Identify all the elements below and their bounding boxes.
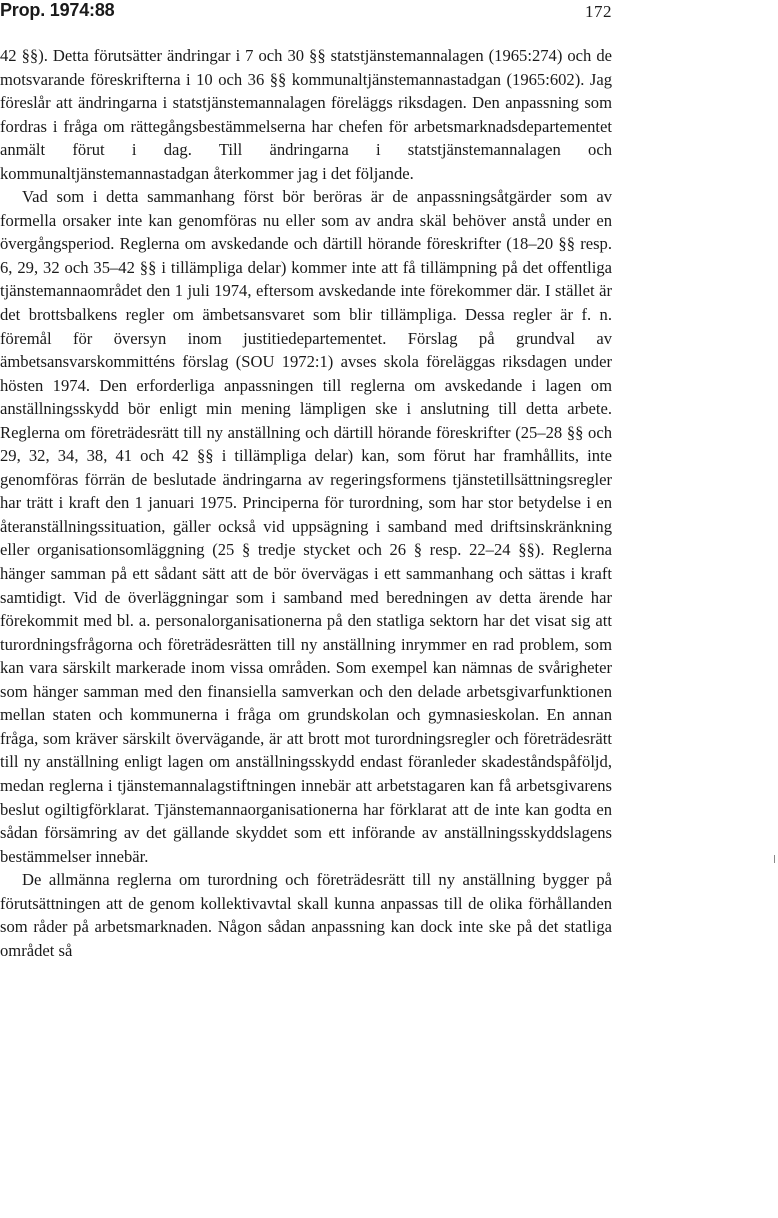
page-header	[0, 0, 612, 30]
document-reference: Prop. 1974:88	[0, 0, 115, 20]
body-text	[0, 44, 612, 962]
scan-artifact-mark	[774, 855, 775, 863]
page-number: 172	[585, 2, 612, 21]
paragraph-2: Vad som i detta sammanhang först bör beröras är de anpassningsåtgärder som av formella orsaker inte kan genomföras nu eller som av andra skäl behöver anstå under en övergångsperiod. Reglerna om avskedande och därtill hörande föreskrifter (18–20 §§ resp. 6, 29, 32 och 35–42 §§ i tillämpliga delar) kommer inte att få tillämpning på det offentliga tjänstemannaområdet den 1 juli 1974, eftersom avskedande inte förekommer där. I stället är det brottsbalkens regler om ämbetsansvaret som blir tillämpliga. Dessa regler är f. n. föremål för översyn inom justitiedepartementet. Förslag på grundval av ämbetsansvarskommitténs förslag (SOU 1972:1) avses skola föreläggas riksdagen under hösten 1974. Den erforderliga anpassningen till reglerna om avskedande i lagen om anställningsskydd bör enligt min mening lämpligen ske i anslutning till detta arbete. Reglerna om företrädesrätt till ny anställning och därtill hörande föreskrifter (25–28 §§ och 29, 32, 34, 38, 41 och 42 §§ i tillämpliga delar) kan, som förut har framhållits, inte genomföras förrän de beslutade ändringarna av regeringsformens tjänstetillsättningsregler har trätt i kraft den 1 januari 1975. Principerna för turordning, som har stor betydelse i en återanställningssituation, gäller också vid uppsägning i samband med driftsinskränkning eller organisationsomläggning (25 § tredje stycket och 26 § resp. 22–24 §§). Reglerna hänger samman på ett sådant sätt att de bör övervägas i ett sammanhang och sättas i kraft samtidigt. Vid de överläggningar som i samband med beredningen av detta ärende har förekommit med bl. a. personalorganisationerna på den statliga sektorn har det visat sig att turordningsfrågorna och företrädesrätten till ny anställning inrymmer en rad problem, som kan vara särskilt markerade inom vissa områden. Som exempel kan nämnas de svårigheter som hänger samman med den finansiella samverkan och den delade arbetsgivarfunktionen mellan staten och kommunerna i fråga om grundskolan och gymnasieskolan. En annan fråga, som kräver särskilt övervägande, är att brott mot turordningsregler och företrädesrätt till ny anställning enligt lagen om anställningsskydd endast föranleder skadeståndspåföljd, medan reglerna i tjänstemannalagstiftningen innebär att arbetstagaren kan få arbetsgivarens beslut ogiltigförklarat. Tjänstemannaorganisationerna har förklarat att de inte kan godta en sådan försämring av det gällande skyddet som ett införande av anställningsskyddslagens bestämmelser innebär.	[0, 187, 612, 866]
paragraph-3: De allmänna reglerna om turordning och företrädesrätt till ny anställning bygger på förutsättningen att de genom kollektivavtal skall kunna anpassas till de olika förhållanden som råder på arbetsmarknaden. Någon sådan anpassning kan dock inte ske på det statliga området så	[0, 870, 612, 960]
paragraph-1: 42 §§). Detta förutsätter ändringar i 7 och 30 §§ statstjänstemannalagen (1965:274) och de motsvarande föreskrifterna i 10 och 36 §§ kommunaltjänstemannastadgan (1965:602). Jag föreslår att ändringarna i statstjänstemannalagen föreläggs riksdagen. Den anpassning som fordras i fråga om rättegångsbestämmelserna har chefen för arbetsmarknadsdepartementet anmält förut i dag. Till ändringarna i statstjänstemannalagen och kommunaltjänstemannastadgan återkommer jag i det följande.	[0, 46, 612, 183]
